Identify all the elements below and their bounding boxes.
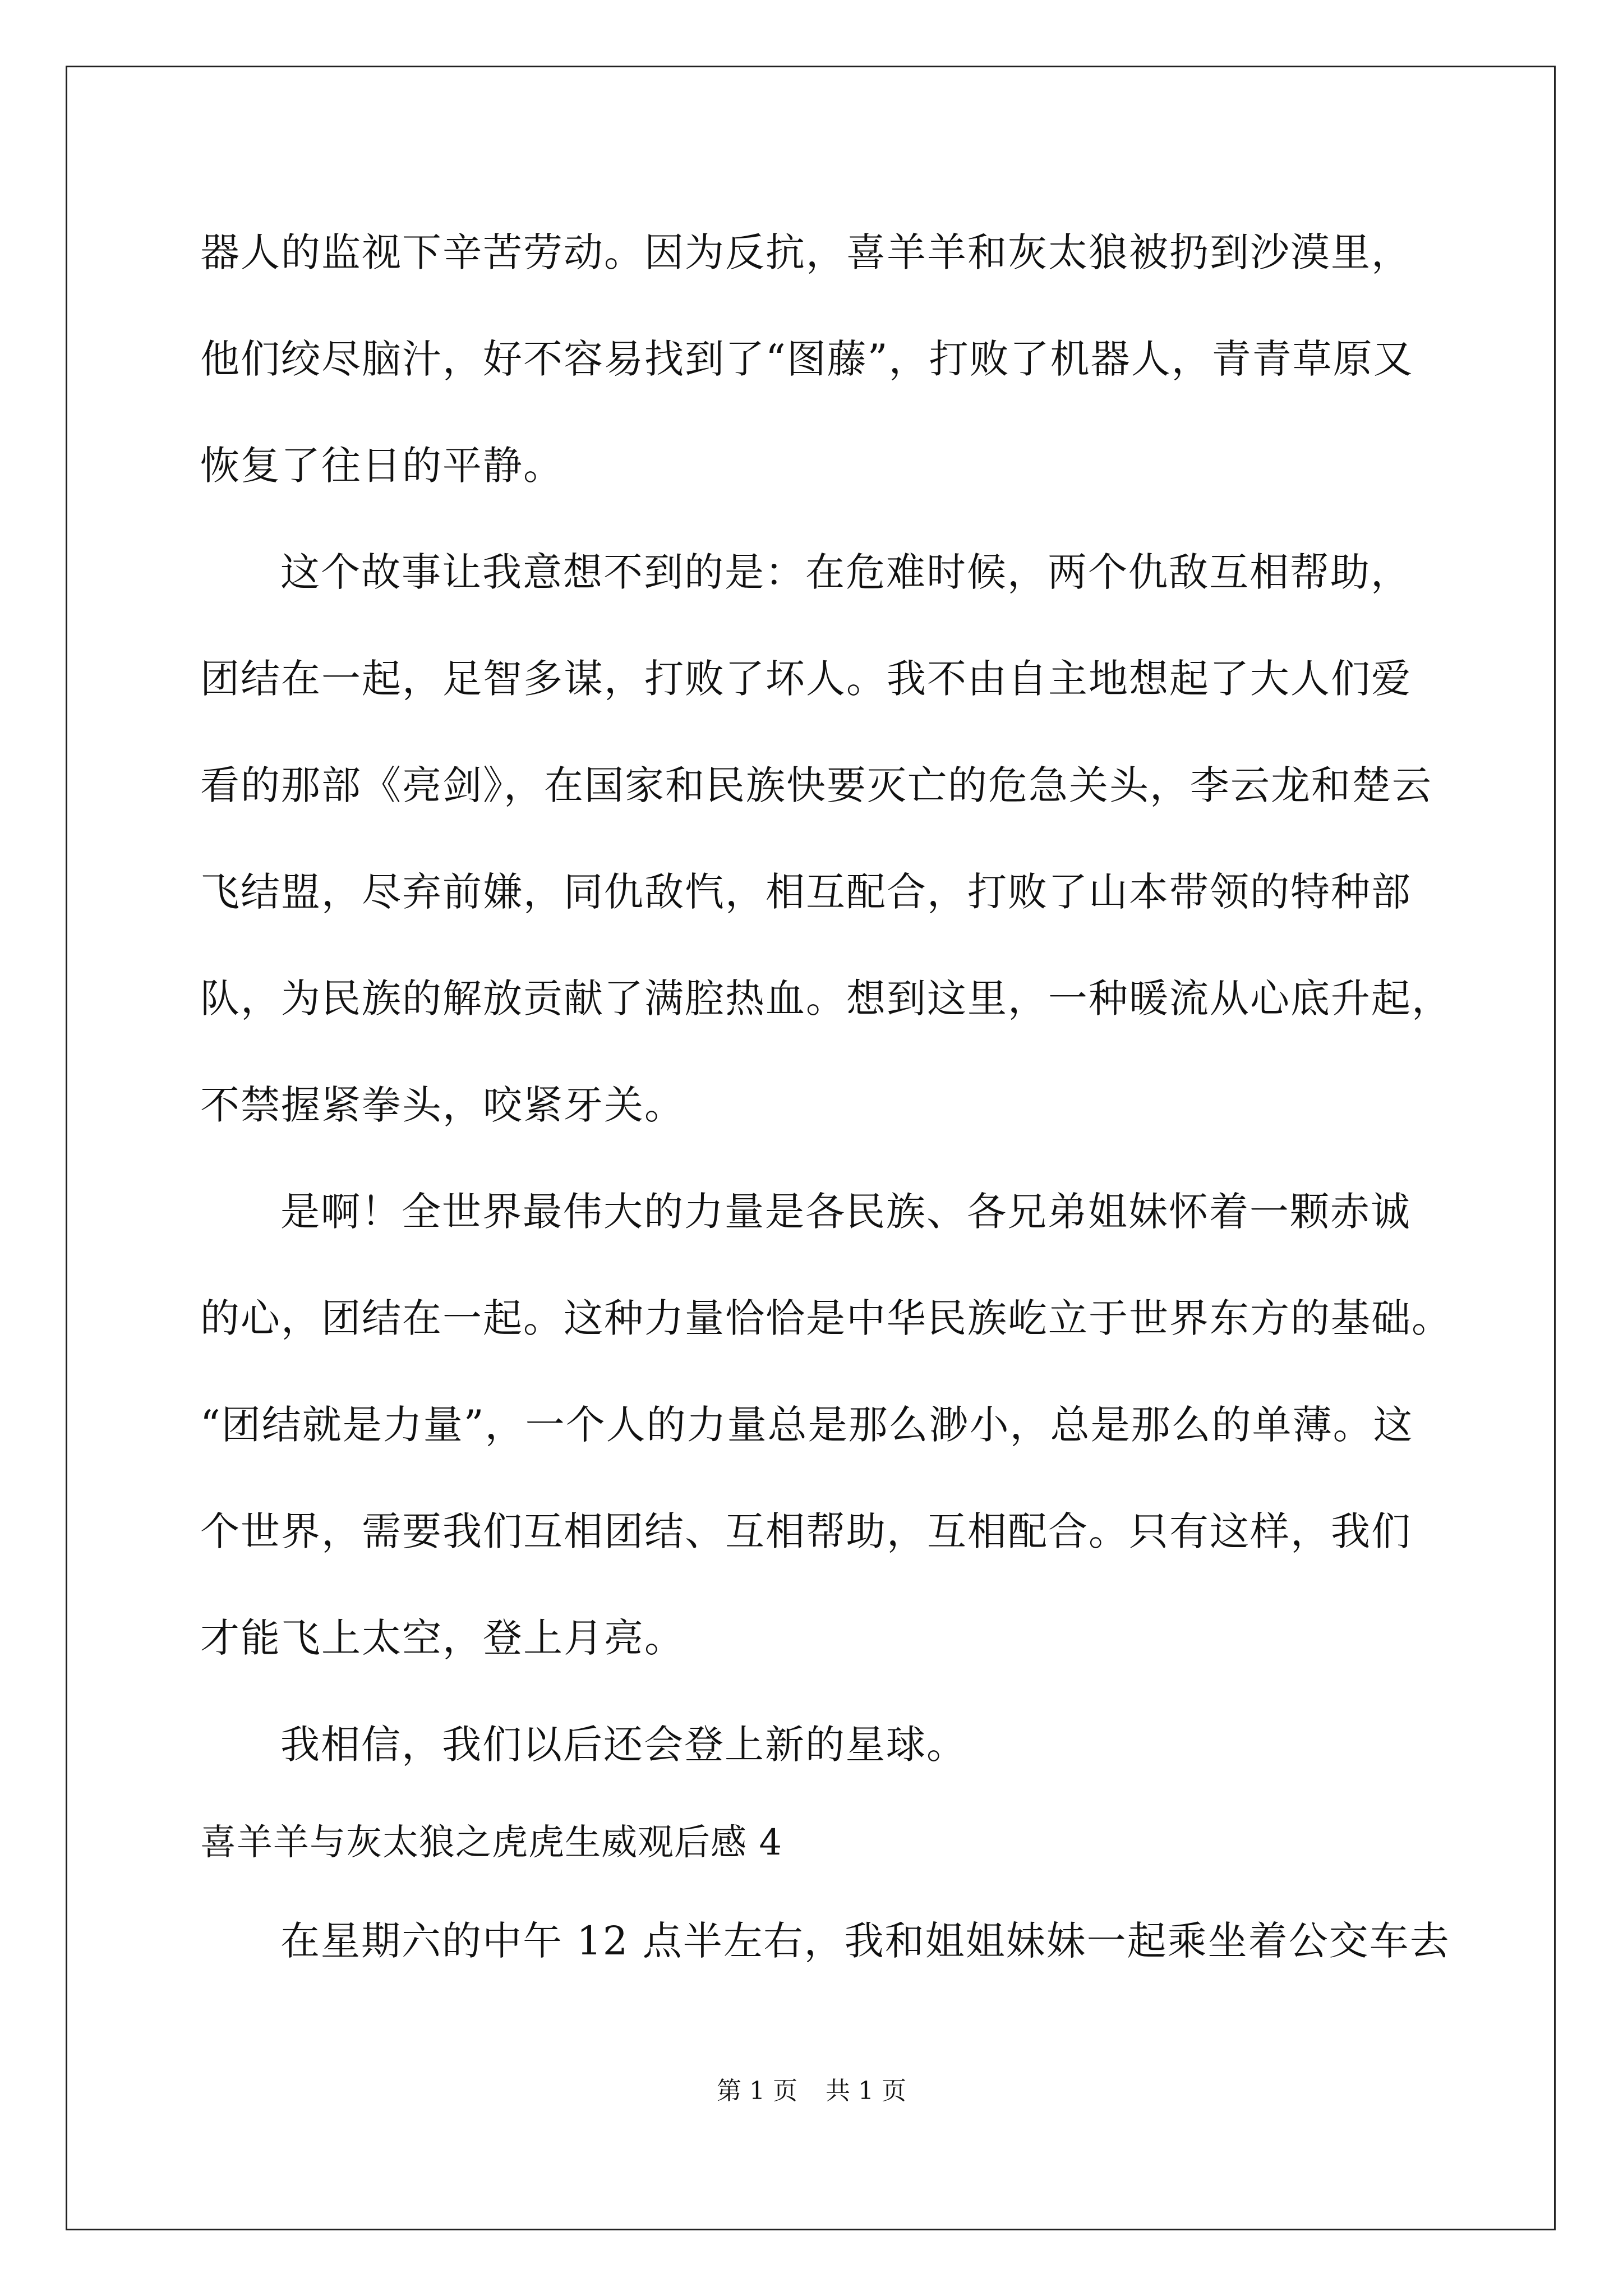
- page-number: 第 1 页: [717, 2077, 797, 2105]
- text-line: 的心，团结在一起。这种力量恰恰是中华民族屹立于世界东方的基础。: [200, 1295, 1452, 1341]
- text-line: 团结在一起，足智多谋，打败了坏人。我不由自主地想起了大人们爱: [200, 656, 1412, 702]
- page-footer: [0, 2074, 1623, 2108]
- text-line: 队，为民族的解放贡献了满腔热血。想到这里，一种暖流从心底升起，: [200, 976, 1452, 1022]
- text-line: 在星期六的中午 12 点半左右，我和姐姐妹妹一起乘坐着公交车去: [280, 1918, 1450, 1964]
- page-border: [66, 66, 1556, 2230]
- text-line: 不禁握紧拳头，咬紧牙关。: [200, 1082, 685, 1128]
- text-line: 个世界，需要我们互相团结、互相帮助，互相配合。只有这样，我们: [200, 1508, 1412, 1554]
- text-line: 才能飞上太空，登上月亮。: [200, 1615, 685, 1661]
- text-line: 他们绞尽脑汁，好不容易找到了“图藤”，打败了机器人，青青草原又: [200, 336, 1414, 382]
- text-line: 这个故事让我意想不到的是：在危难时候，两个仇敌互相帮助，: [280, 549, 1411, 595]
- text-line: 看的那部《亮剑》，在国家和民族快要灭亡的危急关头，李云龙和楚云: [200, 762, 1432, 808]
- page-total: 共 1 页: [826, 2077, 906, 2105]
- text-line: 我相信，我们以后还会登上新的星球。: [280, 1722, 967, 1768]
- section-heading: 喜羊羊与灰太狼之虎虎生威观后感 4: [200, 1822, 783, 1864]
- text-line: 恢复了往日的平静。: [200, 443, 564, 489]
- text-line: 飞结盟，尽弃前嫌，同仇敌忾，相互配合，打败了山本带领的特种部: [200, 869, 1412, 915]
- text-line: “团结就是力量”，一个人的力量总是那么渺小，总是那么的单薄。这: [200, 1402, 1414, 1448]
- text-line: 是啊！全世界最伟大的力量是各民族、各兄弟姐妹怀着一颗赤诚: [280, 1189, 1411, 1235]
- text-line: 器人的监视下辛苦劳动。因为反抗，喜羊羊和灰太狼被扔到沙漠里，: [200, 229, 1412, 275]
